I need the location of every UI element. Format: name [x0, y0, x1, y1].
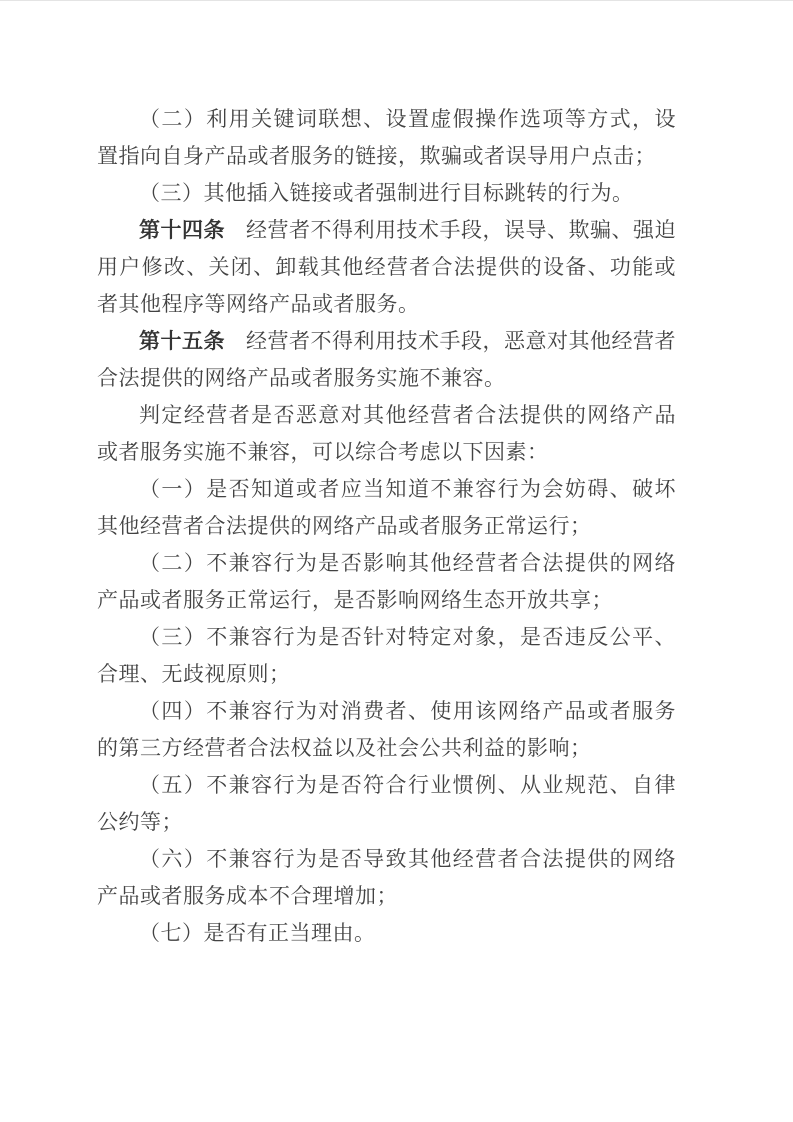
paragraph-text: （二）不兼容行为是否影响其他经营者合法提供的网络产品或者服务正常运行，是否影响网络生态开放共享； [97, 551, 676, 612]
paragraph-text: 判定经营者是否恶意对其他经营者合法提供的网络产品或者服务实施不兼容，可以综合考虑以下因素： [97, 403, 676, 464]
paragraph-text: （三）不兼容行为是否针对特定对象，是否违反公平、合理、无歧视原则； [97, 625, 676, 686]
paragraph-text: 经营者不得利用技术手段，恶意对其他经营者合法提供的网络产品或者服务实施不兼容。 [97, 329, 676, 390]
paragraph-item-2-continuation [97, 101, 676, 175]
paragraph-article-14 [97, 212, 676, 323]
paragraph-factor-6 [97, 841, 676, 915]
paragraph-factor-2 [97, 545, 676, 619]
paragraph-text: （四）不兼容行为对消费者、使用该网络产品或者服务的第三方经营者合法权益以及社会公共利益的影响； [97, 699, 676, 760]
paragraph-text: （二）利用关键词联想、设置虚假操作选项等方式，设置指向自身产品或者服务的链接，欺骗或者误导用户点击； [97, 107, 676, 168]
paragraph-text: （六）不兼容行为是否导致其他经营者合法提供的网络产品或者服务成本不合理增加； [97, 847, 676, 908]
paragraph-text: （七）是否有正当理由。 [139, 921, 376, 945]
paragraph-text: 经营者不得利用技术手段，误导、欺骗、强迫用户修改、关闭、卸载其他经营者合法提供的设备、功能或者其他程序等网络产品或者服务。 [97, 218, 676, 316]
paragraph-factor-4 [97, 693, 676, 767]
paragraph-article-15 [97, 323, 676, 397]
paragraph-factor-5 [97, 767, 676, 841]
paragraph-text: （一）是否知道或者应当知道不兼容行为会妨碍、破坏其他经营者合法提供的网络产品或者服务正常运行； [97, 477, 676, 538]
article-number: 第十五条 [139, 329, 225, 353]
paragraph-item-3 [97, 175, 676, 212]
page-top-edge [0, 0, 793, 1]
paragraph-factor-3 [97, 619, 676, 693]
paragraph-text: （三）其他插入链接或者强制进行目标跳转的行为。 [139, 181, 634, 205]
article-number: 第十四条 [139, 218, 225, 242]
paragraph-factor-1 [97, 471, 676, 545]
paragraph-text: （五）不兼容行为是否符合行业惯例、从业规范、自律公约等； [97, 773, 676, 834]
paragraph-factors-intro [97, 397, 676, 471]
paragraph-factor-7 [97, 915, 676, 952]
